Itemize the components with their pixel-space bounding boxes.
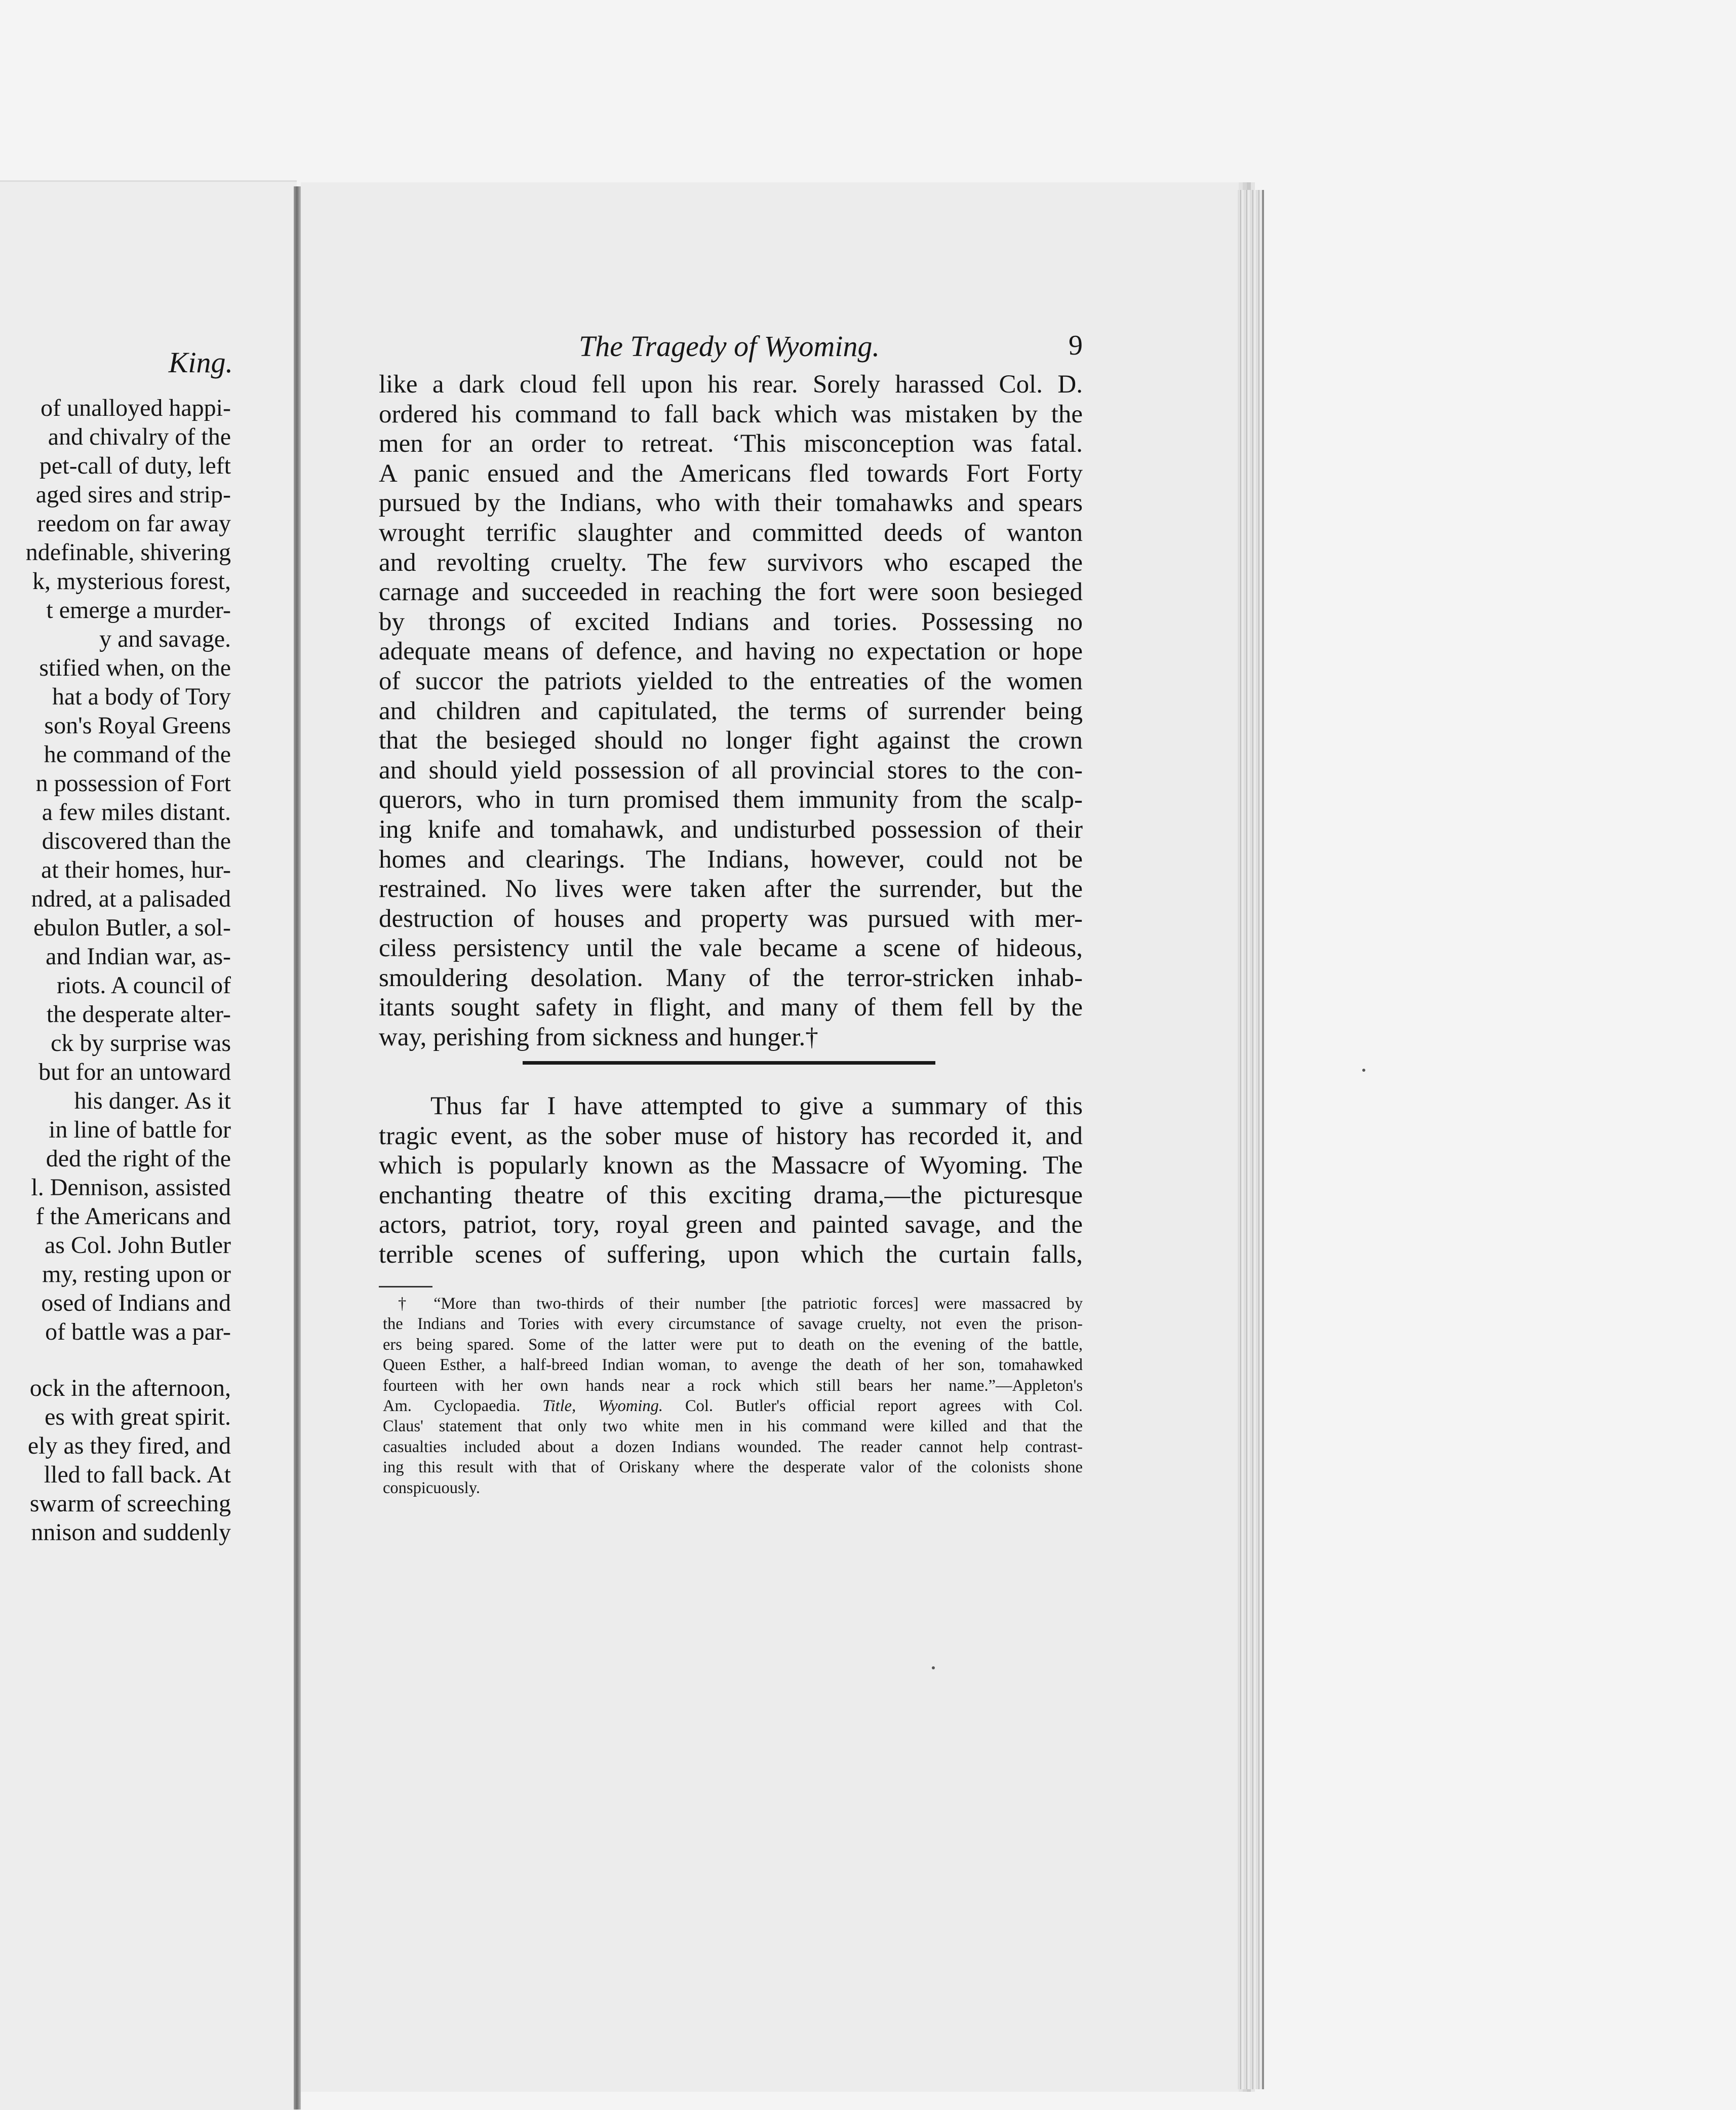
text-line: itants sought safety in flight, and many of them fell by the	[379, 993, 1083, 1022]
page-header	[379, 329, 1083, 365]
footnote-line: fourteen with her own hands near a rock which still bears her name.”—Appleton's	[383, 1376, 1083, 1395]
left-running-head: King.	[168, 346, 233, 379]
footnote-line: conspicuously.	[383, 1478, 480, 1497]
text-line: but for an untoward	[38, 1059, 231, 1085]
text-line: like a dark cloud fell upon his rear. Sorely harassed Col. D.	[379, 370, 1083, 399]
text-line: of succor the patriots yielded to the entreaties of the women	[379, 667, 1083, 695]
footnote-rule	[379, 1286, 432, 1287]
text-line: homes and clearings. The Indians, however, could not be	[379, 845, 1083, 874]
page-edges	[1238, 190, 1264, 2089]
text-line: k, mysterious forest,	[32, 568, 231, 595]
text-line: l. Dennison, assisted	[31, 1174, 231, 1201]
text-line: ndred, at a palisaded	[31, 885, 231, 912]
footnote-line	[383, 1396, 1083, 1416]
text-line: lled to fall back. At	[44, 1461, 231, 1488]
text-line: son's Royal Greens	[44, 712, 231, 739]
left-page-text	[0, 394, 231, 1547]
page-number: 9	[1069, 330, 1083, 361]
text-line: osed of Indians and	[41, 1290, 231, 1316]
text-line: A panic ensued and the Americans fled towards Fort Forty	[379, 459, 1083, 488]
text-line: ely as they fired, and	[27, 1432, 231, 1459]
text-line: stified when, on the	[39, 654, 231, 681]
text-line: ded the right of the	[46, 1145, 231, 1172]
text-line: and Indian war, as-	[46, 943, 231, 970]
text-line: ock in the afternoon,	[29, 1375, 231, 1401]
text-line: actors, patriot, tory, royal green and painted savage, and the	[379, 1210, 1083, 1239]
text-line: y and savage.	[99, 626, 231, 652]
text-line: the desperate alter-	[46, 1001, 231, 1028]
body-paragraph-1	[379, 370, 1083, 1052]
text-line: es with great spirit.	[45, 1403, 231, 1430]
left-page	[0, 180, 297, 2110]
text-line: way, perishing from sickness and hunger.†	[379, 1023, 818, 1052]
section-divider-rule	[523, 1061, 935, 1065]
text-line: Thus far I have attempted to give a summary of this	[430, 1092, 1083, 1120]
text-line: f the Americans and	[35, 1203, 231, 1230]
text-line: pursued by the Indians, who with their tomahawks and spears	[379, 489, 1083, 518]
text-line: and chivalry of the	[48, 423, 231, 450]
text-line: aged sires and strip-	[35, 481, 231, 508]
text-line: he command of the	[44, 741, 231, 768]
text-line: ciless persistency until the vale became a scene of hideous,	[379, 934, 1083, 963]
text-line: of unalloyed happi-	[41, 395, 231, 421]
text-line: ing knife and tomahawk, and undisturbed possession of their	[379, 815, 1083, 844]
text-line: ordered his command to fall back which was mistaken by the	[379, 400, 1083, 428]
text-line: adequate means of defence, and having no expectation or hope	[379, 637, 1083, 666]
body-paragraph-2	[379, 1091, 1083, 1270]
text-line: carnage and succeeded in reaching the fort were soon besieged	[379, 578, 1083, 607]
footnote-line: ers being spared. Some of the latter were put to death on the evening of the battle,	[383, 1335, 1083, 1354]
text-line: by throngs of excited Indians and tories. Possessing no	[379, 607, 1083, 636]
text-line: and should yield possession of all provincial stores to the con-	[379, 756, 1083, 785]
footnote-line: † “More than two-thirds of their number [the patriotic forces] were massacred by	[398, 1295, 1083, 1313]
text-line: hat a body of Tory	[52, 683, 231, 710]
text-line: and children and capitulated, the terms of surrender being	[379, 696, 1083, 725]
footnote-citation-title: Title, Wyoming.	[542, 1396, 663, 1415]
text-line: at their homes, hur-	[41, 856, 231, 883]
footnote-line: Claus' statement that only two white men in his command were killed and that the	[383, 1417, 1083, 1436]
text-line: riots. A council of	[57, 972, 231, 999]
text-line: ebulon Butler, a sol-	[33, 914, 231, 941]
text-line: wrought terrific slaughter and committed deeds of wanton	[379, 518, 1083, 547]
running-head: The Tragedy of Wyoming.	[579, 330, 880, 363]
text-line: men for an order to retreat. ‘This misconception was fatal.	[379, 429, 1083, 458]
text-line: in line of battle for	[49, 1116, 231, 1143]
text-line: t emerge a murder-	[46, 597, 231, 623]
footnote	[383, 1294, 1083, 1498]
text-line: discovered than the	[42, 828, 231, 854]
text-line: ndefinable, shivering	[25, 539, 231, 566]
footnote-text: Col. Butler's official report agrees with Col.	[685, 1396, 1083, 1415]
text-line: of battle was a par-	[45, 1318, 231, 1345]
scan-speck	[932, 1666, 935, 1669]
text-line: restrained. No lives were taken after the surrender, but the	[379, 875, 1083, 904]
paragraph-gap	[0, 1346, 231, 1374]
text-line: and revolting cruelty. The few survivors who escaped the	[379, 548, 1083, 577]
text-line: which is popularly known as the Massacre of Wyoming. The	[379, 1151, 1083, 1180]
text-line: ck by surprise was	[51, 1030, 231, 1057]
footnote-line: ing this result with that of Oriskany where the desperate valor of the colonists shone	[383, 1458, 1083, 1477]
text-line: that the besieged should no longer fight against the crown	[379, 726, 1083, 755]
text-line: n possession of Fort	[35, 770, 231, 797]
text-line: his danger. As it	[74, 1087, 231, 1114]
footnote-citation: Am. Cyclopaedia.	[383, 1396, 521, 1415]
footnote-line: Queen Esther, a half-breed Indian woman, to avenge the death of her son, tomahawked	[383, 1356, 1083, 1375]
text-line: my, resting upon or	[42, 1261, 231, 1287]
text-line: swarm of screeching	[29, 1490, 231, 1517]
text-line: enchanting theatre of this exciting drama,—the picturesque	[379, 1181, 1083, 1209]
scan-speck	[1362, 1069, 1365, 1072]
text-line: destruction of houses and property was pursued with mer-	[379, 904, 1083, 933]
text-line: reedom on far away	[37, 510, 231, 537]
text-line: smouldering desolation. Many of the terror-stricken inhab-	[379, 963, 1083, 992]
footnote-line: casualties included about a dozen Indians wounded. The reader cannot help contrast-	[383, 1437, 1083, 1456]
text-line: tragic event, as the sober muse of history has recorded it, and	[379, 1121, 1083, 1150]
text-line: nnison and suddenly	[31, 1519, 231, 1546]
text-line: terrible scenes of suffering, upon which the curtain falls,	[379, 1240, 1083, 1269]
text-line: pet-call of duty, left	[39, 452, 231, 479]
footnote-line: the Indians and Tories with every circumstance of savage cruelty, not even the prison-	[383, 1315, 1083, 1334]
text-line: querors, who in turn promised them immunity from the scalp-	[379, 786, 1083, 814]
text-line: as Col. John Butler	[45, 1232, 231, 1259]
text-line: a few miles distant.	[42, 799, 231, 826]
book-gutter	[294, 186, 301, 2109]
